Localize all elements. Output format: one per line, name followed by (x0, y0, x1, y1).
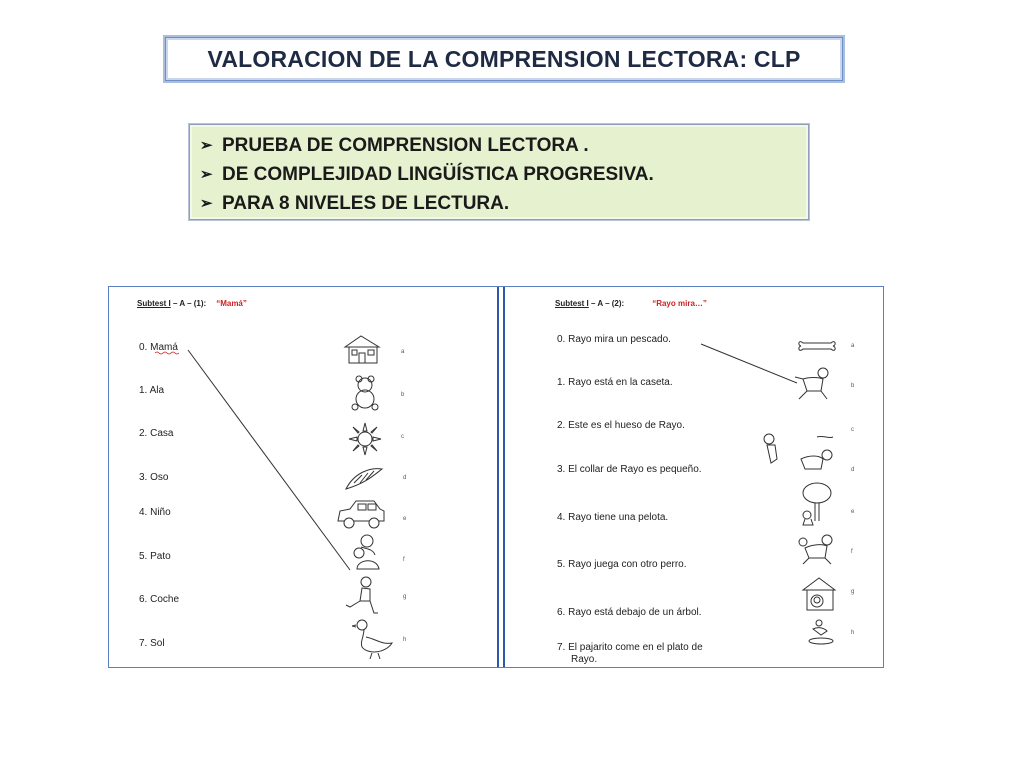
dog-running-icon (793, 365, 835, 403)
option-letter: b (851, 383, 855, 389)
subtest-right-heading: Subtest I – A – (2): “Rayo mira…” (555, 299, 707, 308)
dogs-playing-icon (761, 433, 841, 473)
option-letter: h (403, 637, 407, 643)
list-item: 7. El pajarito come en el plato de (557, 642, 703, 653)
bullet-text: PRUEBA DE COMPRENSION LECTORA . (222, 135, 589, 156)
option-letter: d (403, 475, 407, 481)
option-letter: b (401, 392, 405, 398)
arrow-bullet-icon: ➢ (200, 166, 213, 183)
bullet-item (200, 160, 798, 189)
subtest-left-heading: Subtest I – A – (1): “Mamá” (137, 299, 247, 308)
option-letter: f (851, 549, 853, 555)
slide-title: VALORACION DE LA COMPRENSION LECTORA: CLP (165, 37, 843, 81)
car-icon (334, 497, 388, 531)
dog-ball-icon (797, 532, 837, 568)
list-item: 1. Rayo está en la caseta. (557, 377, 673, 388)
bullet-text: PARA 8 NIVELES DE LECTURA. (222, 193, 510, 214)
worksheet-panel (108, 286, 884, 668)
option-letter: c (851, 427, 854, 433)
dog-tree-icon (797, 481, 835, 527)
bullet-text: DE COMPLEJIDAD LINGÜÍSTICA PROGRESIVA. (222, 164, 654, 185)
list-item: 4. Niño (139, 507, 171, 518)
wing-icon (344, 465, 384, 493)
option-letter: a (401, 349, 405, 355)
option-letter: g (851, 589, 855, 595)
list-item: 4. Rayo tiene una pelota. (557, 512, 669, 523)
option-letter: g (403, 594, 407, 600)
list-item: 7. Sol (139, 638, 165, 649)
list-item-continued: Rayo. (571, 654, 598, 665)
duck-icon (352, 617, 394, 659)
list-item: 3. Oso (139, 472, 169, 483)
list-item: 6. Rayo está debajo de un árbol. (557, 607, 702, 618)
list-item: 5. Rayo juega con otro perro. (557, 559, 687, 570)
sheet-divider (497, 287, 505, 667)
list-item: 0. Rayo mira un pescado. (557, 334, 671, 345)
bullet-item (200, 189, 798, 218)
list-item: 5. Pato (139, 551, 171, 562)
teddy-bear-icon (347, 375, 383, 411)
list-item: 2. Este es el hueso de Rayo. (557, 420, 685, 431)
option-letter: c (401, 434, 404, 440)
features-box (189, 124, 809, 220)
boy-sitting-icon (344, 575, 380, 619)
list-item: 1. Ala (139, 385, 165, 396)
option-letter: h (851, 630, 855, 636)
list-item: 6. Coche (139, 594, 180, 605)
bone-icon (797, 339, 837, 353)
doghouse-icon (797, 574, 839, 614)
option-letter: e (403, 516, 407, 522)
list-item: 2. Casa (139, 428, 174, 439)
bullet-item (200, 131, 798, 160)
house-icon (341, 333, 387, 365)
list-item: 3. El collar de Rayo es pequeño. (557, 464, 702, 475)
bird-plate-icon (805, 617, 837, 647)
option-letter: f (403, 557, 405, 563)
worksheet-left (109, 287, 497, 667)
option-letter: e (851, 509, 855, 515)
option-letter: a (851, 343, 855, 349)
mother-child-icon (347, 533, 383, 571)
option-letter: d (851, 467, 855, 473)
arrow-bullet-icon: ➢ (200, 195, 213, 212)
sun-icon (347, 421, 383, 457)
list-item: 0. Mamá (139, 342, 178, 353)
arrow-bullet-icon: ➢ (200, 137, 213, 154)
worksheet-right (505, 287, 883, 667)
